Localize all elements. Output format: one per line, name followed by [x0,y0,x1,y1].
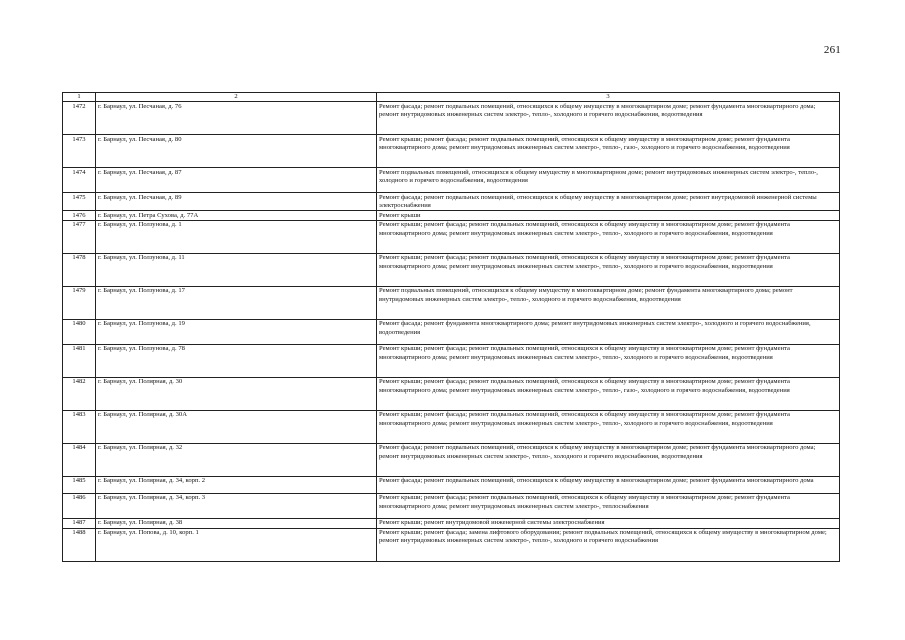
row-number: 1473 [63,135,96,168]
row-number: 1484 [63,443,96,476]
row-address: г. Барнаул, ул. Ползунова, д. 1 [96,220,377,253]
table-row [63,253,840,286]
table-row [63,377,840,410]
table-row [63,286,840,319]
page-number: 261 [823,44,841,56]
table-row [63,528,840,561]
row-address: г. Барнаул, ул. Полярная, д. 30А [96,410,377,443]
row-address: г. Барнаул, ул. Полярная, д. 32 [96,443,377,476]
table-body [63,102,840,562]
row-number: 1478 [63,253,96,286]
header-row [63,93,840,102]
row-address: г. Барнаул, ул. Полярная, д. 34, корп. 2 [96,476,377,493]
row-works: Ремонт крыши [377,211,840,221]
row-works: Ремонт фасада; ремонт подвальных помещений, относящихся к общему имуществу в многоквартирном доме; ремонт фундамента многоквартирного дома; ремонт внутридомовых инженерных систем электро-, тепло-, холодного и горячего водоснабжения, водоотведения [377,443,840,476]
row-works: Ремонт крыши; ремонт фасада; ремонт подвальных помещений, относящихся к общему имуществу в многоквартирном доме; ремонт фундамента многоквартирного дома; ремонт внутридомовых инженерных систем электро-, теплоснабжения [377,493,840,518]
row-works: Ремонт фасада; ремонт фундамента многоквартирного дома; ремонт внутридомовых инженерных систем электро-, холодного и горячего водоснабжения, водоотведения [377,319,840,344]
table-row [63,193,840,211]
row-number: 1477 [63,220,96,253]
table-row [63,443,840,476]
row-works: Ремонт крыши; ремонт фасада; ремонт подвальных помещений, относящихся к общему имуществу в многоквартирном доме; ремонт фундамента многоквартирного дома; ремонт внутридомовых инженерных систем электро-, тепло-, холодного и горячего водоснабжения, водоотведения [377,253,840,286]
row-number: 1485 [63,476,96,493]
row-address: г. Барнаул, ул. Ползунова, д. 17 [96,286,377,319]
row-address: г. Барнаул, ул. Песчаная, д. 89 [96,193,377,211]
row-number: 1480 [63,319,96,344]
row-number: 1476 [63,211,96,221]
table-row [63,344,840,377]
row-address: г. Барнаул, ул. Полярная, д. 34, корп. 3 [96,493,377,518]
table-row [63,220,840,253]
row-works: Ремонт крыши; ремонт фасада; ремонт подвальных помещений, относящихся к общему имуществу в многоквартирном доме; ремонт фундамента многоквартирного дома; ремонт внутридомовых инженерных систем электро-, тепло-, газо-, холодного и горячего водоснабжения, водоотведения [377,135,840,168]
row-works: Ремонт подвальных помещений, относящихся к общему имуществу в многоквартирном доме; ремонт внутридомовых инженерных систем электро-, тепло-, холодного и горячего водоснабжения, водоотведения [377,168,840,193]
header-col-1: 1 [63,93,96,102]
row-address: г. Барнаул, ул. Песчаная, д. 76 [96,102,377,135]
table-row [63,319,840,344]
row-works: Ремонт крыши; ремонт внутридомовой инженерной системы электроснабжения [377,518,840,528]
row-number: 1487 [63,518,96,528]
row-works: Ремонт фасада; ремонт подвальных помещений, относящихся к общему имуществу в многоквартирном доме; ремонт внутридомовой инженерной системы электроснабжения [377,193,840,211]
row-works: Ремонт крыши; ремонт фасада; ремонт подвальных помещений, относящихся к общему имуществу в многоквартирном доме; ремонт фундамента многоквартирного дома; ремонт внутридомовых инженерных систем электро-, тепло-, холодного и горячего водоснабжения, водоотведения [377,410,840,443]
header-col-2: 2 [96,93,377,102]
table-row [63,168,840,193]
row-works: Ремонт крыши; ремонт фасада; ремонт подвальных помещений, относящихся к общему имуществу в многоквартирном доме; ремонт фундамента многоквартирного дома; ремонт внутридомовых инженерных систем электро-, тепло-, холодного и горячего водоснабжения, водоотведения [377,220,840,253]
row-address: г. Барнаул, ул. Полярная, д. 30 [96,377,377,410]
row-number: 1486 [63,493,96,518]
row-works: Ремонт фасада; ремонт подвальных помещений, относящихся к общему имуществу в многоквартирном доме; ремонт фундамента многоквартирного дома [377,476,840,493]
row-address: г. Барнаул, ул. Ползунова, д. 19 [96,319,377,344]
row-number: 1479 [63,286,96,319]
row-works: Ремонт крыши; ремонт фасада; ремонт подвальных помещений, относящихся к общему имуществу в многоквартирном доме; ремонт фундамента многоквартирного дома; ремонт внутридомовых инженерных систем электро-, тепло-, холодного и горячего водоснабжения, водоотведения [377,344,840,377]
table-row [63,135,840,168]
row-number: 1474 [63,168,96,193]
header-col-3: 3 [377,93,840,102]
row-address: г. Барнаул, ул. Попова, д. 10, корп. 1 [96,528,377,561]
table-row [63,518,840,528]
row-number: 1483 [63,410,96,443]
table-row [63,211,840,221]
row-number: 1475 [63,193,96,211]
row-address: г. Барнаул, ул. Песчаная, д. 80 [96,135,377,168]
row-address: г. Барнаул, ул. Ползунова, д. 11 [96,253,377,286]
row-works: Ремонт фасада; ремонт подвальных помещений, относящихся к общему имуществу в многоквартирном доме; ремонт фундамента многоквартирного дома; ремонт внутридомовых инженерных систем электро-, тепло-, холодного и горячего водоснабжения, водоотведения [377,102,840,135]
row-number: 1472 [63,102,96,135]
row-address: г. Барнаул, ул. Песчаная, д. 87 [96,168,377,193]
table-row [63,102,840,135]
row-works: Ремонт подвальных помещений, относящихся к общему имуществу в многоквартирном доме; ремонт фундамента многоквартирного дома; ремонт внутридомовых инженерных систем электро-, тепло-, холодного и горячего водоснабжения, водоотведения [377,286,840,319]
repair-register-table [62,92,840,562]
row-number: 1488 [63,528,96,561]
row-number: 1481 [63,344,96,377]
row-address: г. Барнаул, ул. Петра Сухова, д. 77А [96,211,377,221]
row-number: 1482 [63,377,96,410]
table-row [63,493,840,518]
row-address: г. Барнаул, ул. Полярная, д. 38 [96,518,377,528]
table-row [63,410,840,443]
row-address: г. Барнаул, ул. Ползунова, д. 78 [96,344,377,377]
row-works: Ремонт крыши; ремонт фасада; ремонт подвальных помещений, относящихся к общему имуществу в многоквартирном доме; ремонт фундамента многоквартирного дома; ремонт внутридомовых инженерных систем электро-, тепло-, газо-, холодного и горячего водоснабжения, водоотведения [377,377,840,410]
row-works: Ремонт крыши; ремонт фасада; замена лифтового оборудования; ремонт подвальных помещений, относящихся к общему имуществу в многоквартирном доме; ремонт внутридомовых инженерных систем электро-, тепло-, холодного и горячего водоснабжения [377,528,840,561]
table-row [63,476,840,493]
